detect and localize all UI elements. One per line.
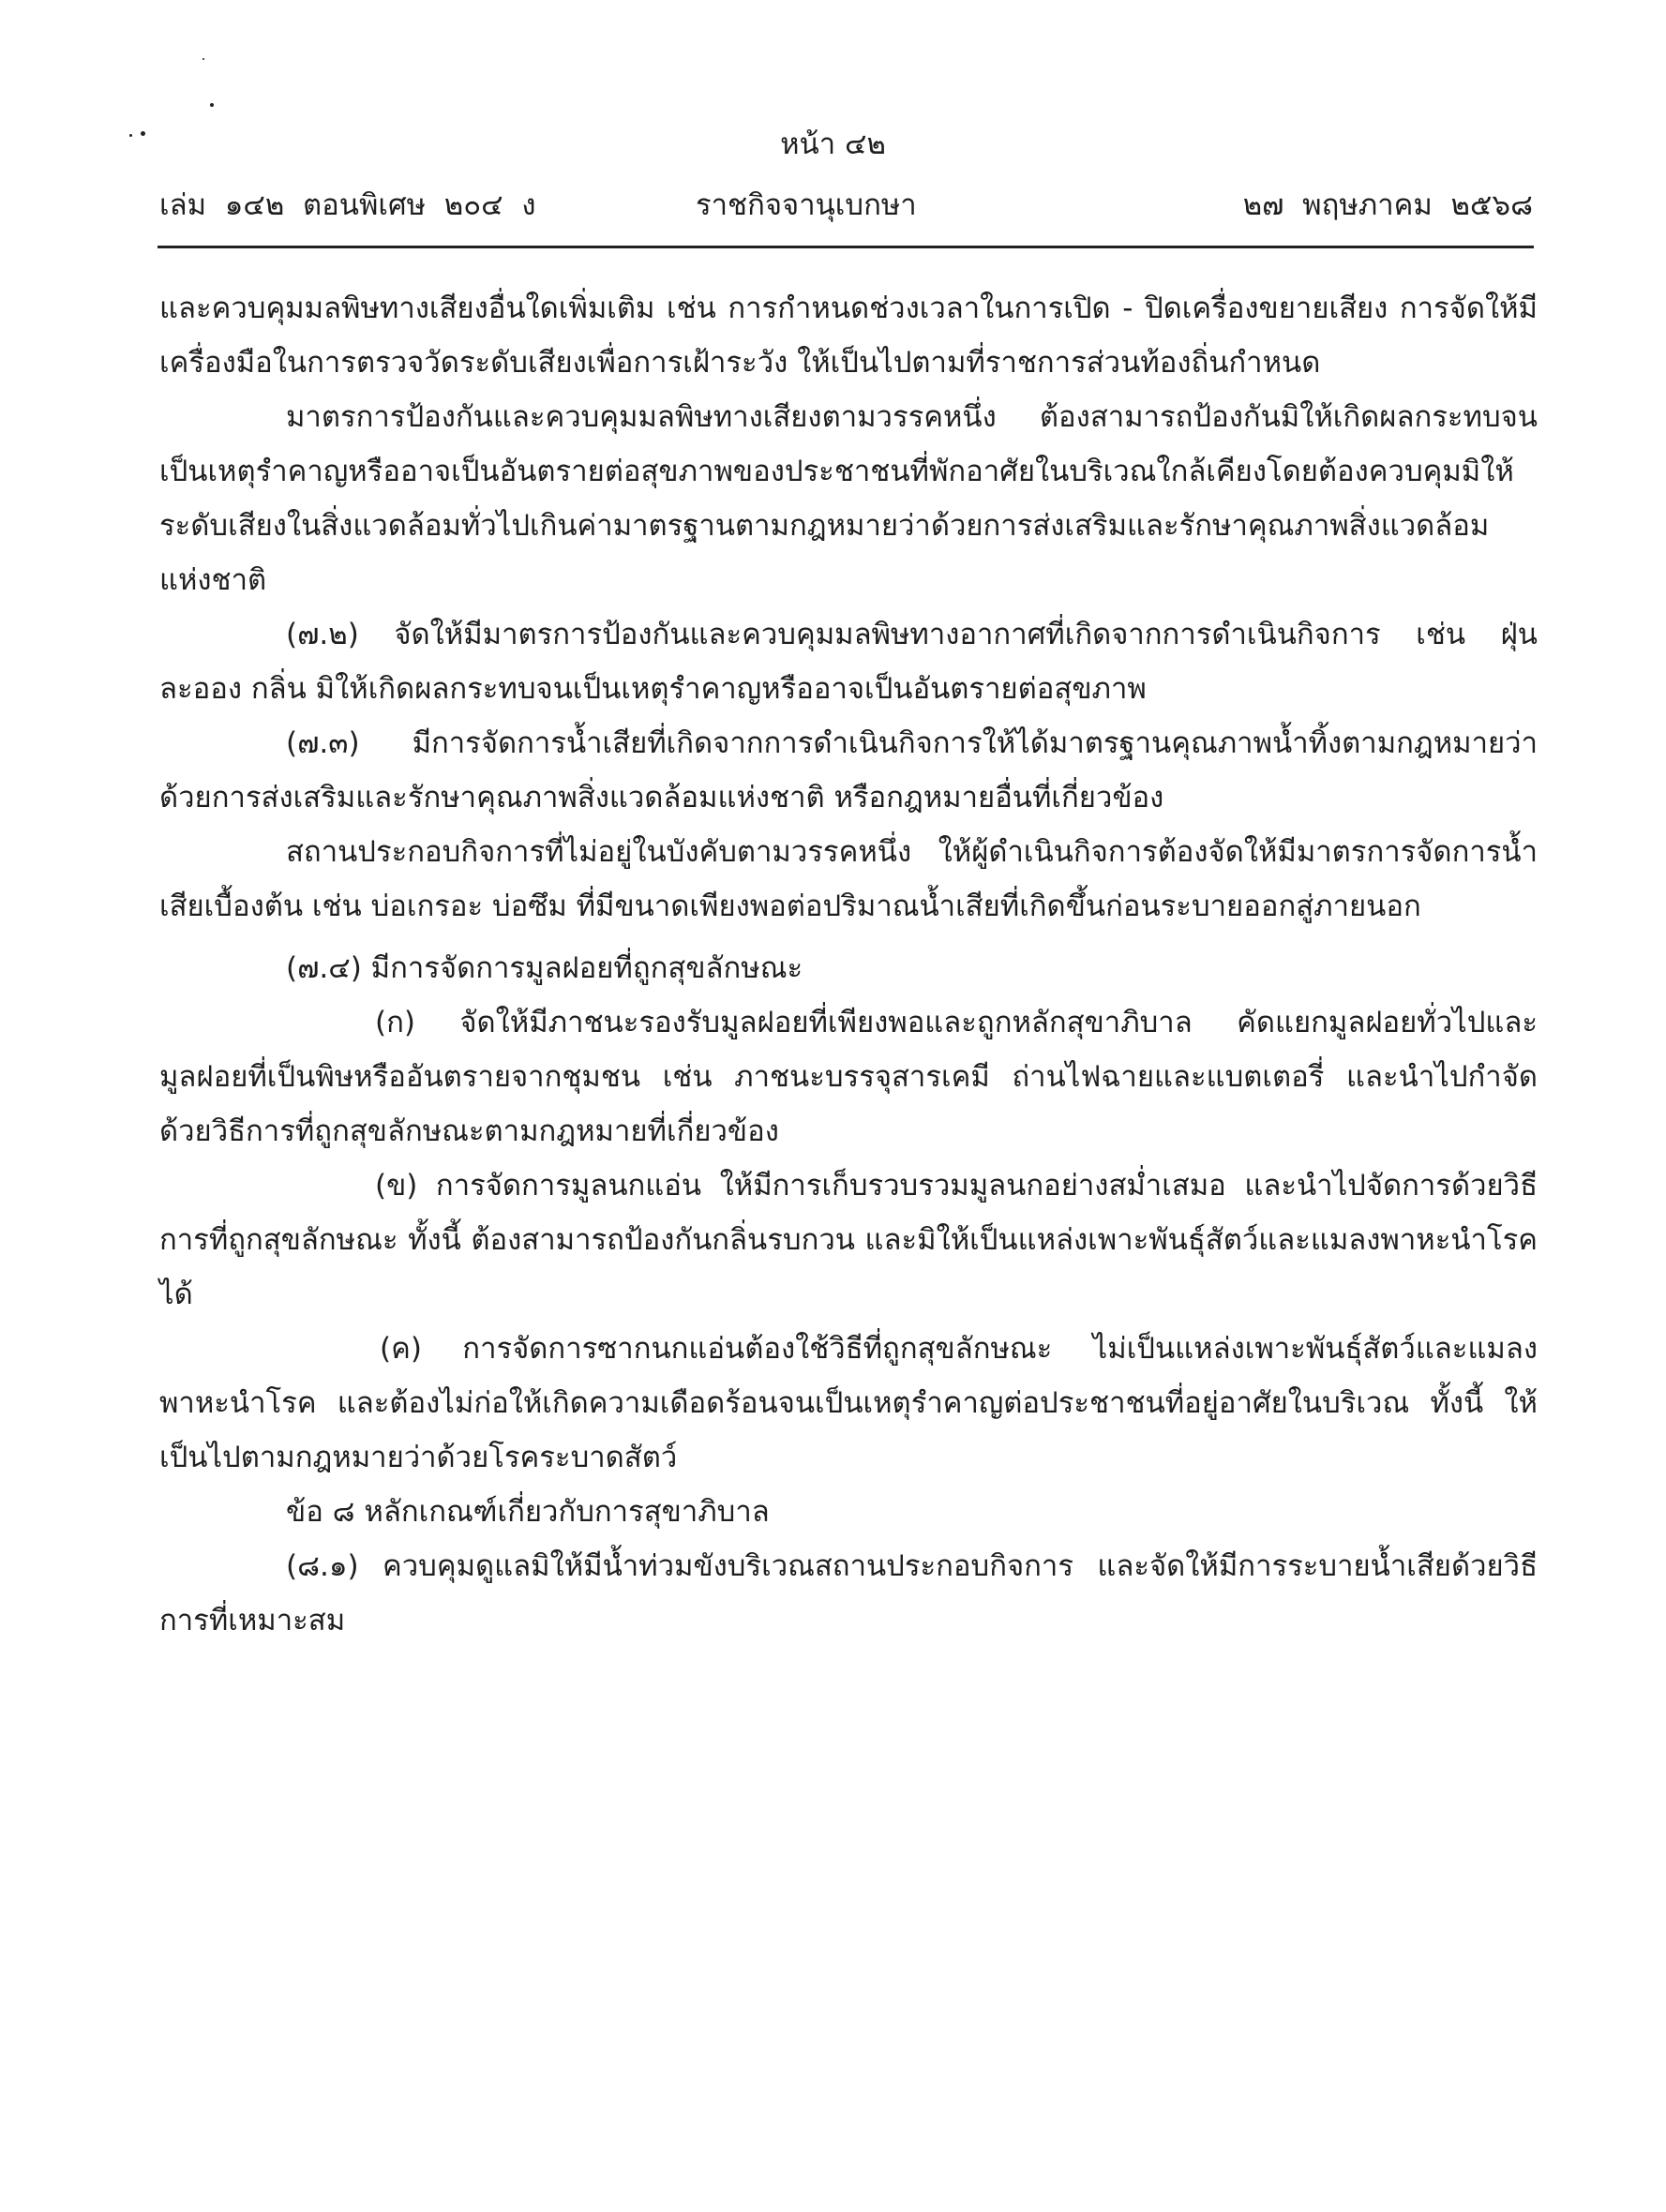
page-number: หน้า ๔๒ (780, 127, 886, 161)
paragraph-7-4-b: (ข) การจัดการมูลนกแอ่น ให้มีการเก็บรวบรวมมูลนกอย่างสม่ำเสมอ และนำไปจัดการด้วยวิธีการที่ถูกสุขลักษณะ ทั้งนี้ ต้องสามารถป้องกันกลิ่นรบกวน และมิให้เป็นแหล่งเพาะพันธุ์สัตว์และแมลงพาหะนำโรคได้ (159, 1169, 1538, 1311)
paragraph-7-4-a: (ก) จัดให้มีภาชนะรองรับมูลฝอยที่เพียงพอและถูกหลักสุขาภิบาล คัดแยกมูลฝอยทั่วไปและมูลฝอยที่เป็นพิษหรืออันตรายจากชุมชน เช่น ภาชนะบรรจุสารเคมี ถ่านไฟฉายและแบตเตอรี่ และนำไปกำจัดด้วยวิธีการที่ถูกสุขลักษณะตามกฎหมายที่เกี่ยวข้อง (159, 1006, 1538, 1148)
header-date: ๒๗ พฤษภาคม ๒๕๖๘ (1242, 188, 1533, 222)
document-body (159, 281, 1538, 1648)
paragraph-7-4-c: (ค) การจัดการซากนกแอ่นต้องใช้วิธีที่ถูกสุขลักษณะ ไม่เป็นแหล่งเพาะพันธุ์สัตว์และแมลงพาหะนำโรค และต้องไม่ก่อให้เกิดความเดือดร้อนจนเป็นเหตุรำคาญต่อประชาชนที่อยู่อาศัยในบริเวณ ทั้งนี้ ให้เป็นไปตามกฎหมายว่าด้วยโรคระบาดสัตว์ (159, 1332, 1538, 1474)
paragraph-continuation: และควบคุมมลพิษทางเสียงอื่นใดเพิ่มเติม เช่น การกำหนดช่วงเวลาในการเปิด - ปิดเครื่องขยายเสียง การจัดให้มีเครื่องมือในการตรวจวัดระดับเสียงเพื่อการเฝ้าระวัง ให้เป็นไปตามที่ราชการส่วนท้องถิ่นกำหนด (159, 291, 1538, 380)
scan-speck (203, 58, 204, 60)
header-issue: เล่ม ๑๔๒ ตอนพิเศษ ๒๐๔ ง (159, 188, 536, 222)
paragraph-wastewater: สถานประกอบกิจการที่ไม่อยู่ในบังคับตามวรรคหนึ่ง ให้ผู้ดำเนินกิจการต้องจัดให้มีมาตรการจัดการน้ำเสียเบื้องต้น เช่น บ่อเกรอะ บ่อซึม ที่มีขนาดเพียงพอต่อปริมาณน้ำเสียที่เกิดขึ้นก่อนระบายออกสู่ภายนอก (159, 835, 1538, 923)
paragraph-7-3: (๗.๓) มีการจัดการน้ำเสียที่เกิดจากการดำเนินกิจการให้ได้มาตรฐานคุณภาพน้ำทิ้งตามกฎหมายว่าด้วยการส่งเสริมและรักษาคุณภาพสิ่งแวดล้อมแห่งชาติ หรือกฎหมายอื่นที่เกี่ยวข้อง (159, 726, 1538, 815)
gazette-header (159, 181, 1533, 222)
clause-8-heading: ข้อ ๘ หลักเกณฑ์เกี่ยวกับการสุขาภิบาล (286, 1495, 770, 1529)
header-rule (158, 246, 1534, 248)
paragraph-noise-measures: มาตรการป้องกันและควบคุมมลพิษทางเสียงตามวรรคหนึ่ง ต้องสามารถป้องกันมิให้เกิดผลกระทบจนเป็นเหตุรำคาญหรืออาจเป็นอันตรายต่อสุขภาพของประชาชนที่พักอาศัยในบริเวณใกล้เคียงโดยต้องควบคุมมิให้ระดับเสียงในสิ่งแวดล้อมทั่วไปเกินค่ามาตรฐานตามกฎหมายว่าด้วยการส่งเสริมและรักษาคุณภาพสิ่งแวดล้อมแห่งชาติ (159, 400, 1538, 597)
paragraph-7-2: (๗.๒) จัดให้มีมาตรการป้องกันและควบคุมมลพิษทางอากาศที่เกิดจากการดำเนินกิจการ เช่น ฝุ่นละออง กลิ่น มิให้เกิดผลกระทบจนเป็นเหตุรำคาญหรืออาจเป็นอันตรายต่อสุขภาพ (159, 618, 1538, 706)
header-publication: ราชกิจจานุเบกษา (696, 188, 917, 222)
paragraph-7-4: (๗.๔) มีการจัดการมูลฝอยที่ถูกสุขลักษณะ (286, 951, 803, 985)
paragraph-8-1: (๘.๑) ควบคุมดูแลมิให้มีน้ำท่วมขังบริเวณสถานประกอบกิจการ และจัดให้มีการระบายน้ำเสียด้วยวิธีการที่เหมาะสม (159, 1549, 1538, 1637)
scan-speck (210, 103, 214, 107)
